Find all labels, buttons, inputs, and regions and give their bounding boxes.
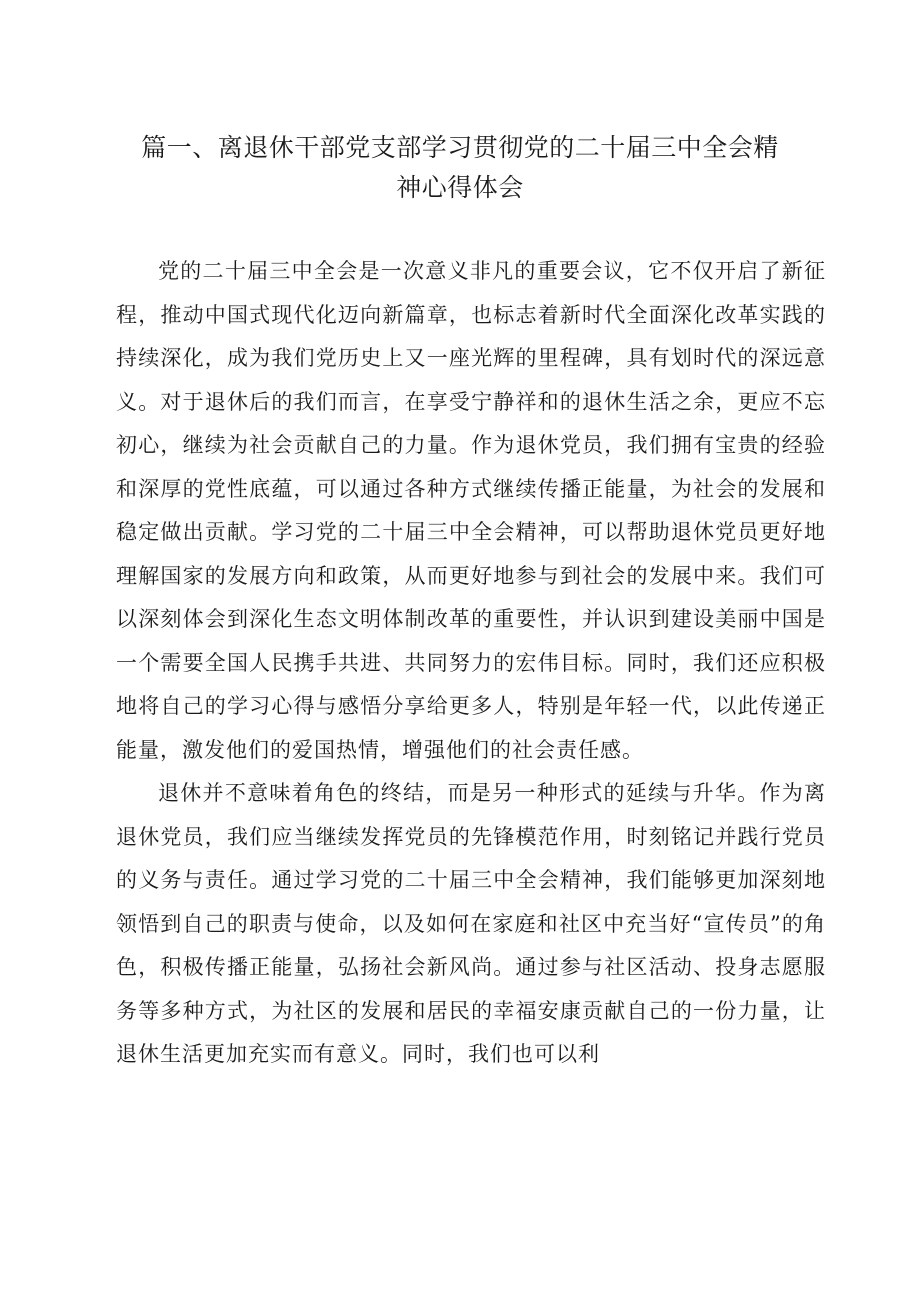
title-line-2: 神心得体会: [396, 173, 524, 202]
title-line-1: 篇一、离退休干部党支部学习贯彻党的二十届三中全会精: [141, 133, 779, 162]
document-title: [110, 128, 810, 208]
paragraph-1: 党的二十届三中全会是一次意义非凡的重要会议，它不仅开启了新征程，推动中国式现代化迈向新篇章，也标志着新时代全面深化改革实践的持续深化，成为我们党历史上又一座光辉的里程碑，具有划时代的深远意义。对于退休后的我们而言，在享受宁静祥和的退休生活之余，更应不忘初心，继续为社会贡献自己的力量。作为退休党员，我们拥有宝贵的经验和深厚的党性底蕴，可以通过各种方式继续传播正能量，为社会的发展和稳定做出贡献。学习党的二十届三中全会精神，可以帮助退休党员更好地理解国家的发展方向和政策，从而更好地参与到社会的发展中来。我们可以深刻体会到深化生态文明体制改革的重要性，并认识到建设美丽中国是一个需要全国人民携手共进、共同努力的宏伟目标。同时，我们还应积极地将自己的学习心得与感悟分享给更多人，特别是年轻一代，以此传递正能量，激发他们的爱国热情，增强他们的社会责任感。: [116, 259, 826, 762]
document-body: [116, 250, 826, 1077]
paragraph-2: 退休并不意味着角色的终结，而是另一种形式的延续与升华。作为离退休党员，我们应当继续发挥党员的先锋模范作用，时刻铭记并践行党员的义务与责任。通过学习党的二十届三中全会精神，我们能够更加深刻地领悟到自己的职责与使命，以及如何在家庭和社区中充当好“宣传员”的角色，积极传播正能量，弘扬社会新风尚。通过参与社区活动、投身志愿服务等多种方式，为社区的发展和居民的幸福安康贡献自己的一份力量，让退休生活更加充实而有意义。同时，我们也可以利: [116, 781, 826, 1066]
